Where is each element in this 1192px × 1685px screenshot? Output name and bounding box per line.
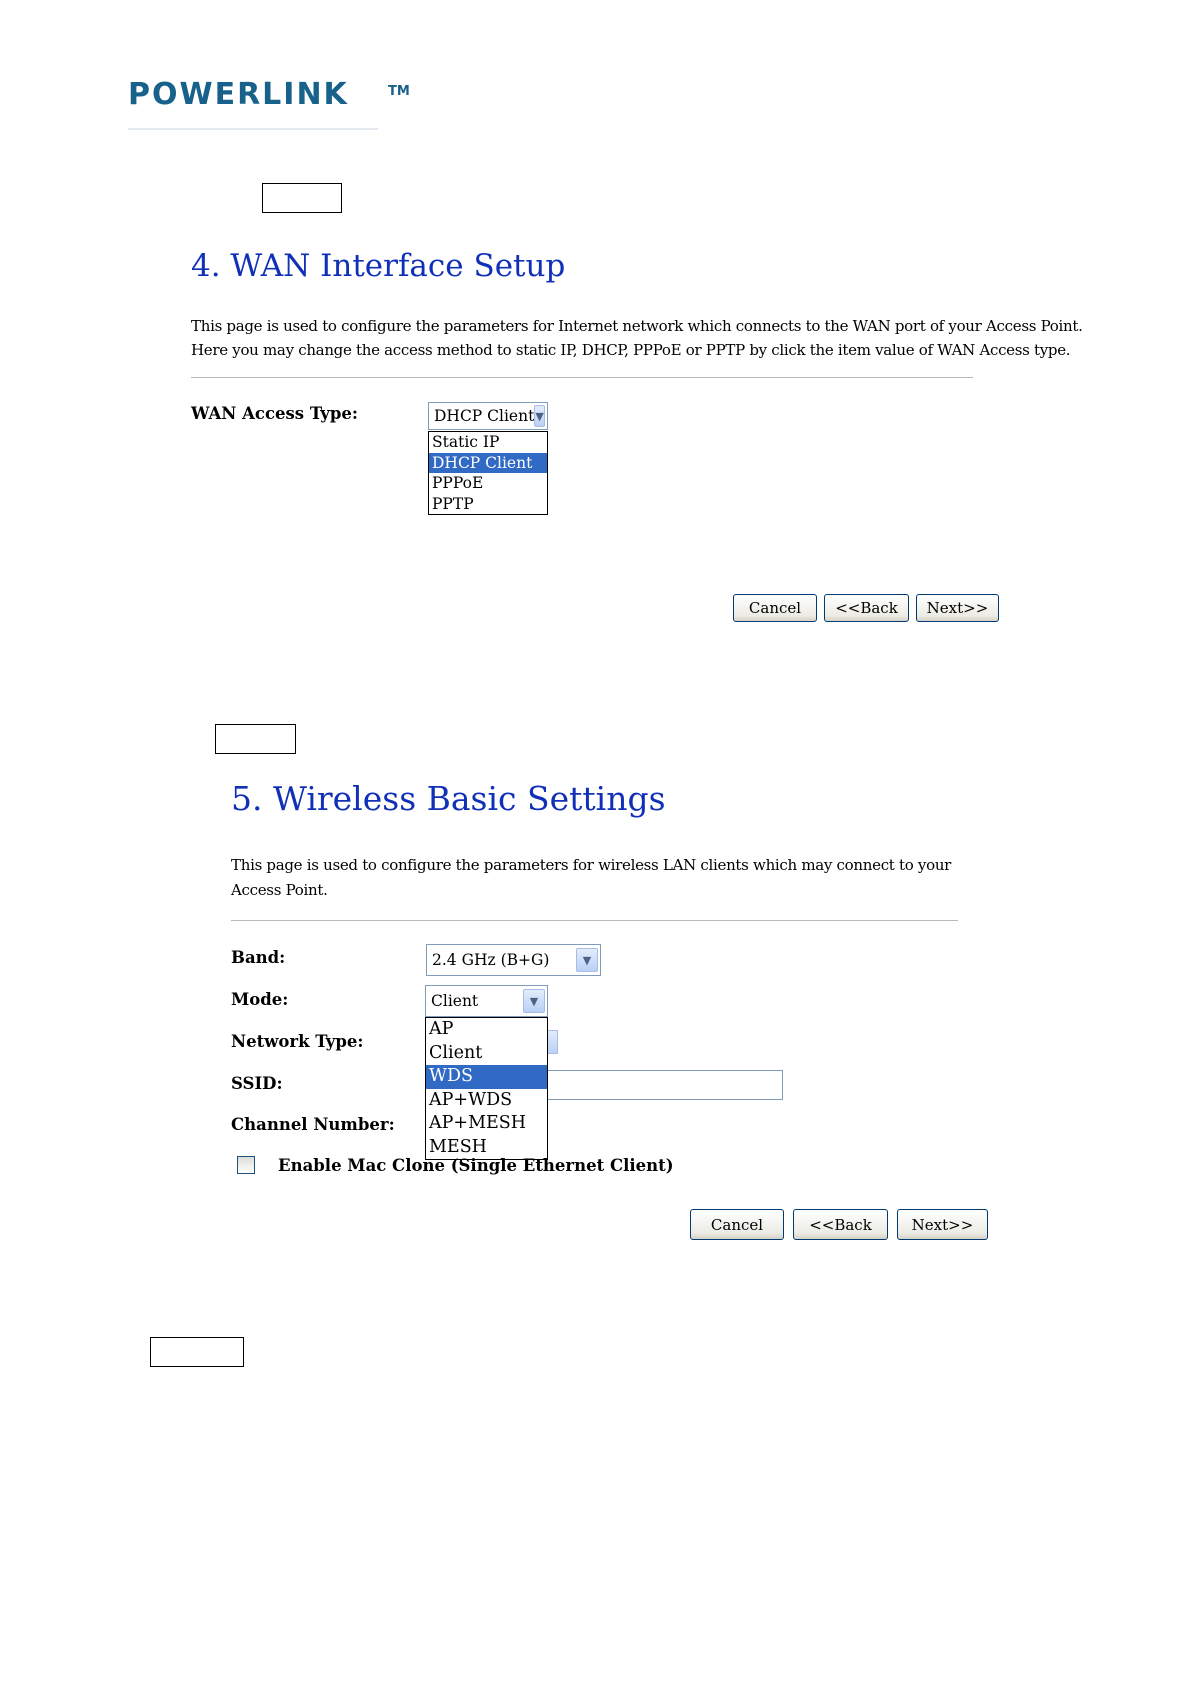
mode-option-mesh[interactable]: MESH: [429, 1136, 487, 1157]
ssid-input[interactable]: [546, 1070, 783, 1100]
wireless-description-line-2: Access Point.: [231, 881, 328, 899]
wan-cancel-button[interactable]: Cancel: [733, 594, 817, 622]
wan-back-button[interactable]: <<Back: [824, 594, 909, 622]
mode-label: Mode:: [231, 990, 289, 1009]
wan-option-dhcp-client[interactable]: DHCP Client: [429, 453, 547, 474]
mode-select[interactable]: [425, 985, 548, 1017]
mode-option-ap-wds[interactable]: AP+WDS: [429, 1089, 513, 1110]
wan-heading: 4. WAN Interface Setup: [191, 248, 566, 284]
channel-number-label: Channel Number:: [231, 1115, 395, 1134]
step-label-box-2: [215, 724, 296, 754]
wireless-cancel-button[interactable]: Cancel: [690, 1209, 784, 1240]
wireless-divider: [231, 920, 958, 921]
wireless-heading: 5. Wireless Basic Settings: [231, 779, 666, 818]
mode-value: Client: [431, 992, 479, 1010]
wan-option-pppoe[interactable]: PPPoE: [432, 474, 484, 492]
wireless-description-line-1: This page is used to configure the parameters for wireless LAN clients which may connect to your: [231, 856, 952, 874]
logo-trademark: TM: [388, 84, 410, 99]
wan-option-static-ip[interactable]: Static IP: [432, 433, 500, 451]
wireless-back-button[interactable]: <<Back: [793, 1209, 888, 1240]
wan-divider: [191, 377, 973, 378]
logo-underline: [128, 128, 378, 130]
mac-clone-checkbox[interactable]: [237, 1156, 255, 1174]
step-label-box-1: [262, 183, 342, 213]
wan-description-line-2: Here you may change the access method to static IP, DHCP, PPPoE or PPTP by click the item value of WAN Access type.: [191, 341, 1071, 359]
network-type-label: Network Type:: [231, 1032, 364, 1051]
chevron-down-icon[interactable]: ▼: [534, 405, 545, 427]
network-type-select-arrow[interactable]: [548, 1030, 558, 1054]
mode-option-ap-mesh[interactable]: AP+MESH: [429, 1113, 527, 1133]
mode-option-client[interactable]: Client: [429, 1042, 483, 1063]
wireless-next-button[interactable]: Next>>: [897, 1209, 988, 1240]
powerlink-logo: POWERLINK: [128, 77, 349, 112]
wan-access-type-value: DHCP Client: [434, 407, 535, 425]
wan-option-pptp[interactable]: PPTP: [432, 494, 474, 513]
ssid-label: SSID:: [231, 1074, 283, 1093]
wan-access-type-select[interactable]: [428, 402, 548, 430]
mac-clone-label: Enable Mac Clone (Single Ethernet Client): [278, 1156, 674, 1175]
wan-next-button[interactable]: Next>>: [916, 594, 999, 622]
wan-description-line-1: This page is used to configure the parameters for Internet network which connects to the WAN port of your Access Point.: [191, 317, 1083, 335]
step-label-box-3: [150, 1337, 244, 1367]
chevron-down-icon[interactable]: ▼: [576, 948, 598, 972]
band-label: Band:: [231, 948, 286, 967]
wan-access-type-label: WAN Access Type:: [191, 404, 358, 423]
mode-option-ap[interactable]: AP: [429, 1019, 454, 1039]
mode-option-wds[interactable]: WDS: [426, 1065, 547, 1089]
chevron-down-icon[interactable]: ▼: [523, 989, 545, 1013]
band-value: 2.4 GHz (B+G): [432, 951, 550, 969]
mode-dropdown: [425, 1017, 548, 1160]
band-select[interactable]: [426, 944, 601, 976]
wan-access-type-dropdown: [428, 431, 548, 515]
